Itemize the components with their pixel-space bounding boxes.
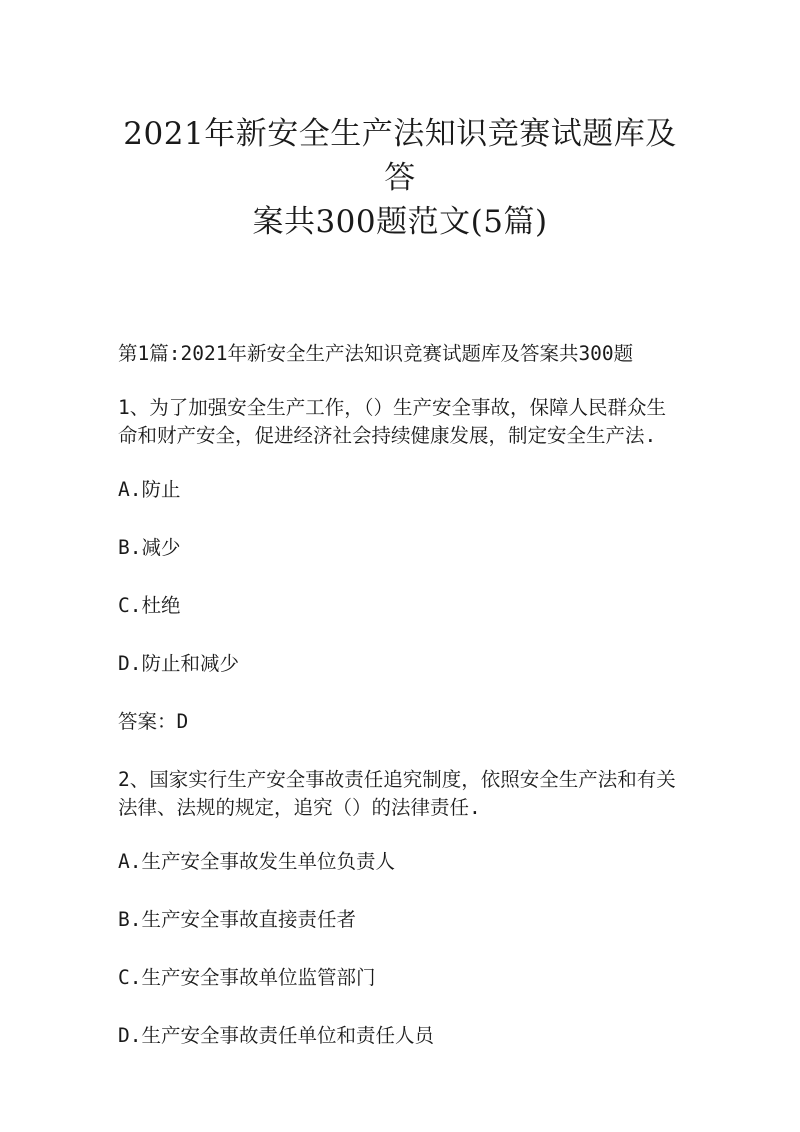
question-1-option-c: C.杜绝 (118, 594, 181, 617)
question-2-option-b: B.生产安全事故直接责任者 (118, 908, 356, 931)
question-2-option-c: C.生产安全事故单位监管部门 (118, 966, 376, 989)
section-heading: 第1篇:2021年新安全生产法知识竞赛试题库及答案共300题 (118, 342, 634, 365)
question-2-text: 2、国家实行生产安全事故责任追究制度，依照安全生产法和有关法律、法规的规定，追究（）的法律责任. (118, 768, 676, 819)
question-1-answer: 答案：D (118, 710, 189, 733)
question-1-option-d: D.防止和减少 (118, 652, 239, 675)
question-1-text: 1、为了加强安全生产工作，（）生产安全事故，保障人民群众生命和财产安全，促进经济社会持续健康发展，制定安全生产法. (118, 396, 666, 447)
document-body (118, 340, 682, 1050)
title-line-1: 2021年新安全生产法知识竞赛试题库及答 (123, 116, 677, 196)
question-2-option-d: D.生产安全事故责任单位和责任人员 (118, 1024, 434, 1047)
question-1-option-b: B.减少 (118, 536, 181, 559)
question-2-option-a: A.生产安全事故发生单位负责人 (118, 850, 395, 873)
title-line-2: 案共300题范文(5篇) (252, 204, 548, 240)
document-title (118, 0, 682, 244)
question-1-option-a: A.防止 (118, 478, 181, 501)
